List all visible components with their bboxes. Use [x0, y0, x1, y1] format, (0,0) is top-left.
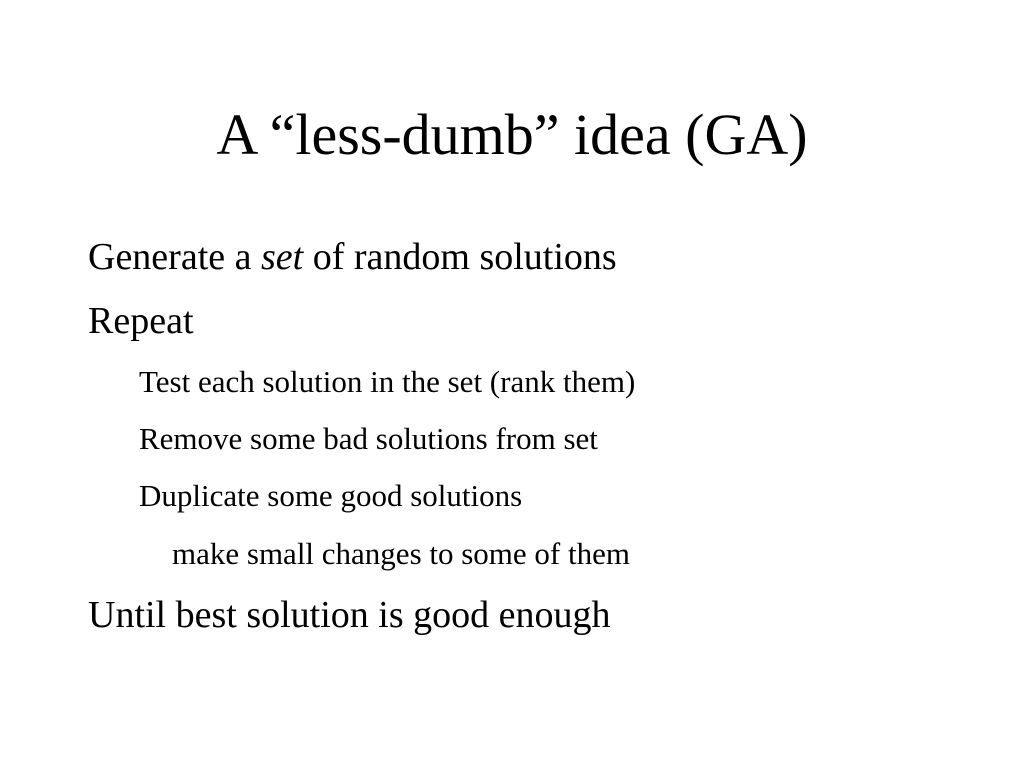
sub-sub-bullet-small-changes: make small changes to some of them — [172, 536, 630, 571]
bullet-generate-set — [88, 234, 617, 280]
bullet-emphasis-set: set — [261, 236, 304, 278]
slide-title: A “less-dumb” idea (GA) — [216, 102, 808, 167]
sub-bullet-test-solutions: Test each solution in the set (rank them) — [139, 364, 636, 399]
sub-bullet-remove-bad: Remove some bad solutions from set — [139, 421, 598, 456]
bullet-text-before: Generate a — [88, 236, 261, 278]
bullet-text-after: of random solutions — [303, 236, 617, 278]
sub-bullet-duplicate-good: Duplicate some good solutions — [139, 478, 523, 513]
bullet-repeat: Repeat — [88, 300, 194, 342]
bullet-until-good-enough: Until best solution is good enough — [88, 594, 611, 636]
